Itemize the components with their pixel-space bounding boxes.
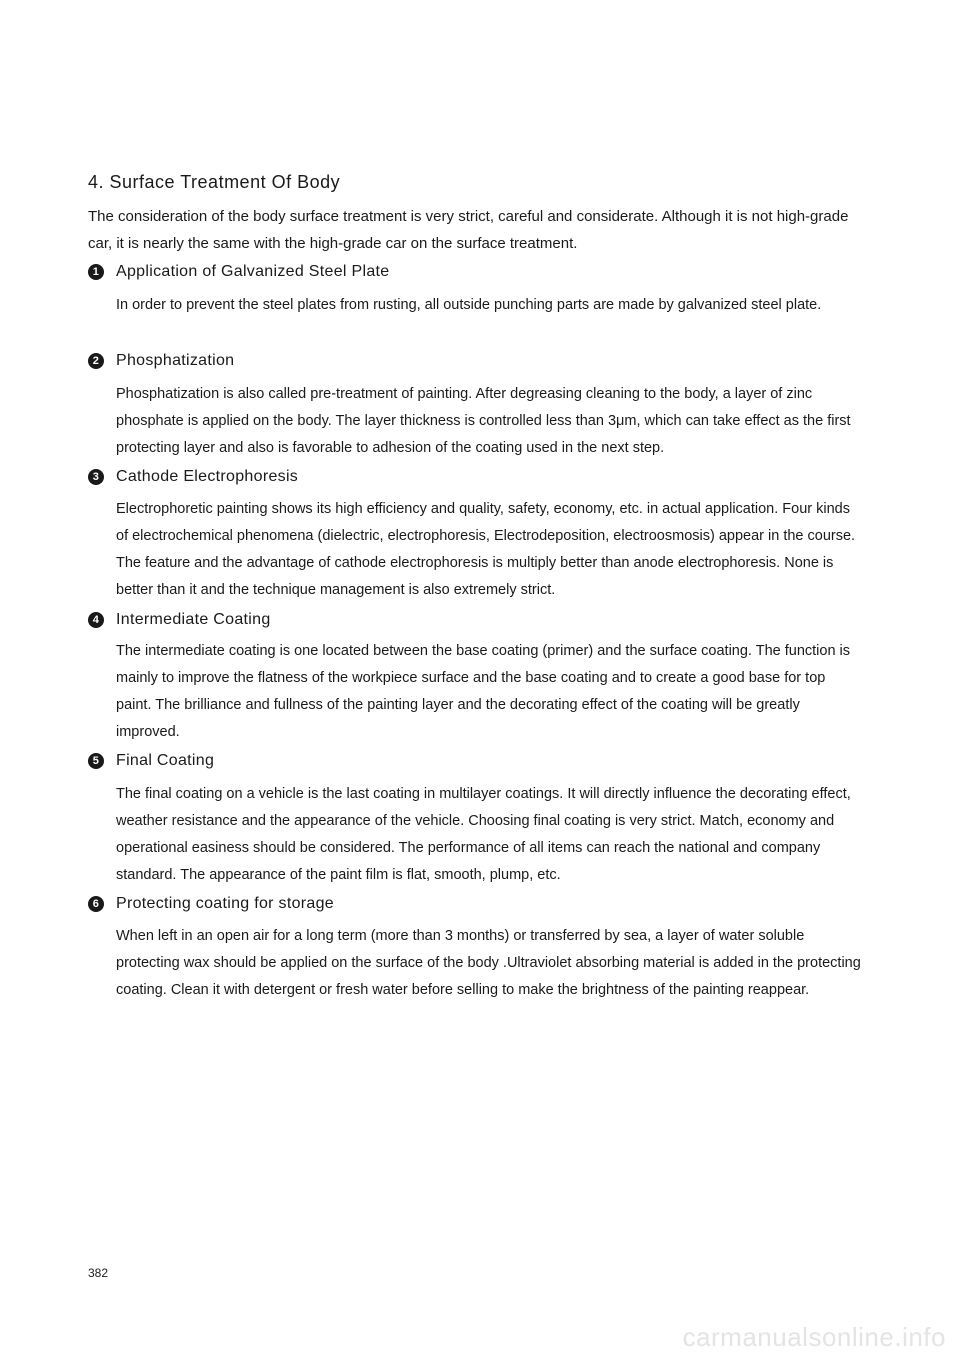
item-heading-intermediate-coating	[88, 611, 271, 629]
item-body-protecting-coating: When left in an open air for a long term (more than 3 months) or transferred by sea, a layer of water soluble protecting wax should be applied on the surface of the body .Ultraviolet absorbing material is added in the protecting coating. Clean it with detergent or fresh water before selling to make the brightness of the painting reappear.	[116, 928, 861, 998]
page-number: 382	[88, 1266, 109, 1280]
item-heading-label: Phosphatization	[116, 352, 235, 369]
circled-number-6-icon: 6	[88, 896, 104, 912]
circled-number-2-icon: 2	[88, 353, 104, 369]
circled-number-1-icon: 1	[88, 264, 104, 280]
watermark: carmanualsonline.info	[682, 1322, 946, 1352]
circled-number-3-icon: 3	[88, 469, 104, 485]
item-heading-label: Protecting coating for storage	[116, 895, 335, 912]
item-heading-label: Final Coating	[116, 752, 215, 769]
item-body-phosphatization: Phosphatization is also called pre-treatment of painting. After degreasing cleaning to the body, a layer of zinc phosphate is applied on the body. The layer thickness is controlled less than 3μm, which can take effect as the first protecting layer and also is favorable to adhesion of the coating used in the next step.	[116, 386, 851, 456]
circled-number-5-icon: 5	[88, 753, 104, 769]
item-heading-cathode-electrophoresis	[88, 468, 298, 486]
item-body-cathode-electrophoresis: Electrophoretic painting shows its high efficiency and quality, safety, economy, etc. in actual application. Four kinds of electrochemical phenomena (dielectric, electrophoresis, Electrodeposition, electroosmosis) appear in the course. The feature and the advantage of cathode electrophoresis is multiply better than anode electrophoresis. None is better than it and the technique management is also extremely strict.	[116, 501, 856, 598]
section-title: 4. Surface Treatment Of Body	[88, 172, 341, 192]
item-body-final-coating: The final coating on a vehicle is the last coating in multilayer coatings. It will directly influence the decorating effect, weather resistance and the appearance of the vehicle. Choosing final coating is very strict. Match, economy and operational easiness should be considered. The performance of all items can reach the national and company standard. The appearance of the paint film is flat, smooth, plump, etc.	[116, 786, 851, 883]
item-heading-label: Intermediate Coating	[116, 611, 271, 628]
item-body-galvanized: In order to prevent the steel plates from rusting, all outside punching parts are made by galvanized steel plate.	[116, 297, 822, 313]
item-heading-label: Cathode Electrophoresis	[116, 468, 299, 485]
circled-number-4-icon: 4	[88, 612, 104, 628]
item-heading-final-coating	[88, 752, 214, 770]
item-heading-galvanized	[88, 263, 389, 281]
item-heading-label: Application of Galvanized Steel Plate	[116, 263, 390, 280]
item-body-intermediate-coating: The intermediate coating is one located between the base coating (primer) and the surface coating. The function is mainly to improve the flatness of the workpiece surface and the base coating and to create a good base for top paint. The brilliance and fullness of the painting layer and the decorating effect of the coating will be greatly improved.	[116, 643, 851, 740]
section-intro: The consideration of the body surface treatment is very strict, careful and considerate. Although it is not high-grade car, it is nearly the same with the high-grade car on the surface treatment.	[88, 208, 849, 252]
item-heading-phosphatization	[88, 352, 234, 370]
item-heading-protecting-coating	[88, 895, 334, 913]
